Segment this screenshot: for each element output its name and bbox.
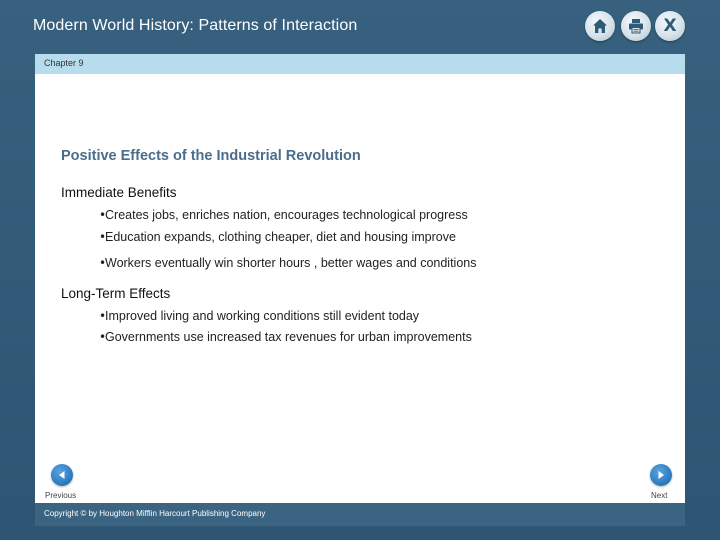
home-button[interactable]: [585, 11, 615, 41]
list-item: Creates jobs, enriches nation, encourages technological progress: [105, 208, 468, 222]
bullet-marker: •: [99, 230, 107, 244]
previous-button[interactable]: [51, 464, 73, 486]
close-button[interactable]: [655, 11, 685, 41]
list-item: Education expands, clothing cheaper, diet and housing improve: [105, 230, 456, 244]
bullet-marker: •: [99, 256, 107, 270]
bullet-marker: •: [99, 309, 107, 323]
chapter-bar: [35, 54, 685, 74]
list-item: Improved living and working conditions still evident today: [105, 309, 420, 323]
app-title: Modern World History: Patterns of Interaction: [33, 17, 358, 34]
close-icon: X: [663, 16, 677, 36]
list-item: Governments use increased tax revenues for urban improvements: [105, 330, 472, 344]
next-label[interactable]: Next: [651, 491, 668, 500]
section-title-immediate: Immediate Benefits: [61, 185, 177, 200]
arrow-right-icon: [656, 470, 666, 480]
next-button[interactable]: [650, 464, 672, 486]
print-icon: [628, 18, 644, 34]
arrow-left-icon: [57, 470, 67, 480]
home-icon: [592, 18, 608, 34]
bullet-marker: •: [99, 208, 107, 222]
chapter-label: Chapter 9: [44, 58, 84, 68]
bullet-marker: •: [99, 330, 107, 344]
footer-bar: [35, 503, 685, 526]
copyright-text: Copyright © by Houghton Mifflin Harcourt Publishing Company: [44, 509, 266, 518]
section-title-long-term: Long-Term Effects: [61, 286, 171, 301]
list-item: Workers eventually win shorter hours , better wages and conditions: [105, 256, 477, 270]
previous-label[interactable]: Previous: [45, 491, 77, 500]
page-heading: Positive Effects of the Industrial Revolution: [61, 148, 361, 164]
print-button[interactable]: [621, 11, 651, 41]
content-panel: [35, 74, 685, 503]
